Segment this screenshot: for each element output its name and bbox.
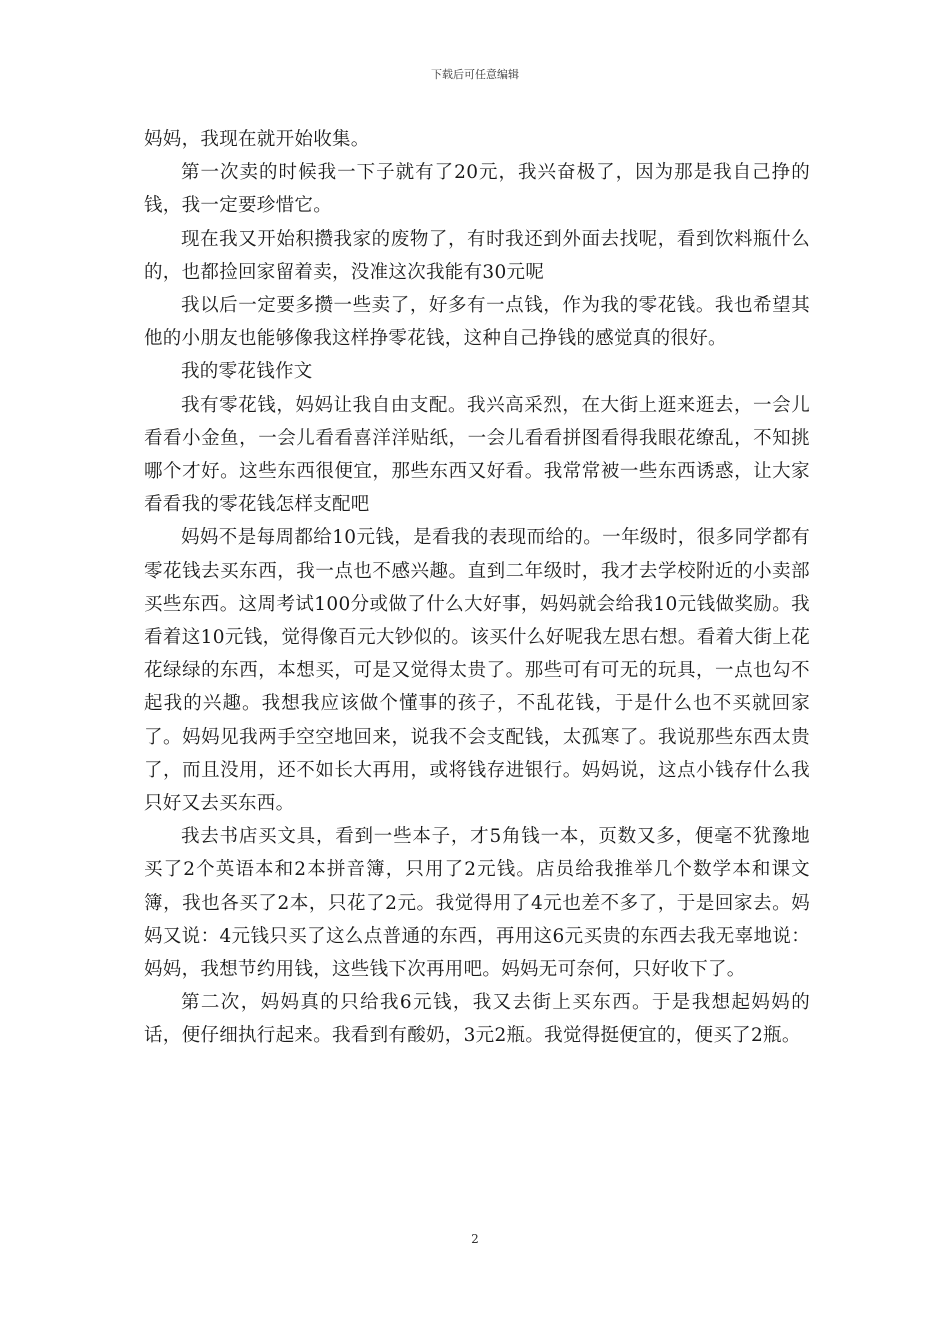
paragraph: 我去书店买文具，看到一些本子，才5角钱一本，页数又多，便毫不犹豫地买了2个英语本和2本拼音簿，只用了2元钱。店员给我推举几个数学本和课文簿，我也各买了2本，只花了2元。我觉得用了4元也差不多了，于是回家去。妈妈又说：4元钱只买了这么点普通的东西，再用这6元买贵的东西去我无辜地说：妈妈，我想节约用钱，这些钱下次再用吧。妈妈无可奈何，只好收下了。 [144, 826, 810, 981]
paragraph: 第二次，妈妈真的只给我6元钱，我又去街上买东西。于是我想起妈妈的话，便仔细执行起来。我看到有酸奶，3元2瓶。我觉得挺便宜的，便买了2瓶。 [144, 992, 810, 1047]
paragraph: 妈妈不是每周都给10元钱，是看我的表现而给的。一年级时，很多同学都有零花钱去买东西，我一点也不感兴趣。直到二年级时，我才去学校附近的小卖部买些东西。这周考试100分或做了什么大好事，妈妈就会给我10元钱做奖励。我看着这10元钱，觉得像百元大钞似的。该买什么好呢我左思右想。看着大街上花花绿绿的东西，本想买，可是又觉得太贵了。那些可有可无的玩具，一点也勾不起我的兴趣。我想我应该做个懂事的孩子，不乱花钱，于是什么也不买就回家了。妈妈见我两手空空地回来，说我不会支配钱，太孤寒了。我说那些东西太贵了，而且没用，还不如长大再用，或将钱存进银行。妈妈说，这点小钱存什么我只好又去买东西。 [144, 527, 810, 815]
page-header: 下载后可任意编辑 [431, 68, 519, 81]
section-heading: 我的零花钱作文 [181, 361, 313, 383]
body-text [144, 123, 810, 1053]
paragraph: 我有零花钱，妈妈让我自由支配。我兴高采烈，在大街上逛来逛去，一会儿看看小金鱼，一会儿看看喜洋洋贴纸，一会儿看看拼图看得我眼花缭乱，不知挑哪个才好。这些东西很便宜，那些东西又好看。我常常被一些东西诱惑，让大家看看我的零花钱怎样支配吧 [144, 394, 810, 516]
paragraph: 我以后一定要多攒一些卖了，好多有一点钱，作为我的零花钱。我也希望其他的小朋友也能够像我这样挣零花钱，这种自己挣钱的感觉真的很好。 [144, 295, 810, 350]
page-number: 2 [471, 1232, 479, 1246]
paragraph: 现在我又开始积攒我家的废物了，有时我还到外面去找呢，看到饮料瓶什么的，也都捡回家留着卖，没准这次我能有30元呢 [144, 228, 810, 283]
paragraph: 妈妈，我现在就开始收集。 [144, 129, 370, 150]
paragraph: 第一次卖的时候我一下子就有了20元，我兴奋极了，因为那是我自己挣的钱，我一定要珍惜它。 [144, 162, 810, 217]
